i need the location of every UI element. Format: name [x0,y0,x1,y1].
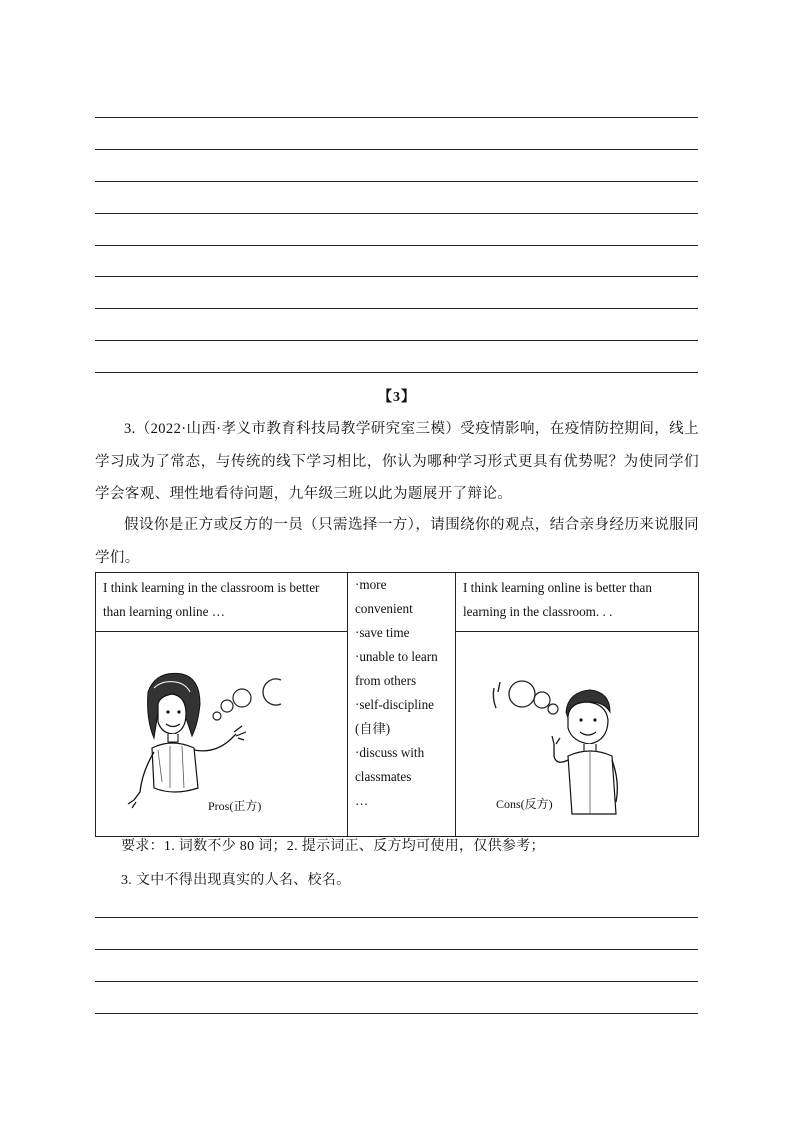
question-paragraph-2-text: 假设你是正方或反方的一员（只需选择一方），请围绕你的观点，结合亲身经历来说服同学们。 [95,517,699,566]
pros-header-text: I think learning in the classroom is better than learning online … [103,580,320,619]
answer-line [95,213,698,214]
tip-line: from others [354,673,417,688]
debate-table [95,572,699,837]
cons-boy-illustration [456,632,698,828]
tips-cell [347,573,455,837]
answer-line [95,308,698,309]
answer-line [95,149,698,150]
answer-line [95,117,698,118]
tip-line: … [354,793,369,808]
tip-line: classmates [354,769,412,784]
requirements-line-2 [95,865,699,897]
requirements-line-1-text: 要求：1. 词数不少 80 词；2. 提示词正、反方均可使用，仅供参考； [121,839,545,854]
cons-header-text: I think learning online is better than learning in the classroom. . . [462,580,652,619]
tip-line: ·self-discipline [354,697,435,712]
pros-label: Pros(正方) [208,799,262,813]
requirements-line-2-text: 3. 文中不得出现真实的人名、校名。 [121,873,351,888]
tip-line: (自律) [354,721,391,736]
tip-line: ·more [354,577,387,592]
answer-line [95,949,698,950]
tip-line: ·unable to learn [354,649,438,664]
tip-line: ·discuss with [354,745,425,760]
pros-image-cell [96,632,348,837]
answer-line [95,372,698,373]
cons-label: Cons(反方) [495,797,553,811]
answer-line [95,276,698,277]
cons-header-cell [455,573,698,632]
pros-girl-illustration [96,632,346,828]
answer-line [95,981,698,982]
section-marker: 【3】 [378,390,416,405]
answer-line [95,917,698,918]
tip-line: convenient [354,601,413,616]
answer-line [95,1013,698,1014]
requirements-line-1 [95,831,699,863]
pros-header-cell [96,573,348,632]
answer-line [95,245,698,246]
cons-image-cell [455,632,698,837]
tip-line: ·save time [354,625,410,640]
question-paragraph-1-text: 3.（2022·山西·孝义市教育科技局教学研究室三模）受疫情影响，在疫情防控期间，线上学习成为了常态，与传统的线下学习相比，你认为哪种学习形式更具有优势呢？为使同学们学会客观、理性地看待问题，九年级三班以此为题展开了辩论。 [95,421,699,502]
question-paragraph-2 [95,509,699,574]
answer-line [95,181,698,182]
question-paragraph-1 [95,413,699,511]
answer-line [95,340,698,341]
